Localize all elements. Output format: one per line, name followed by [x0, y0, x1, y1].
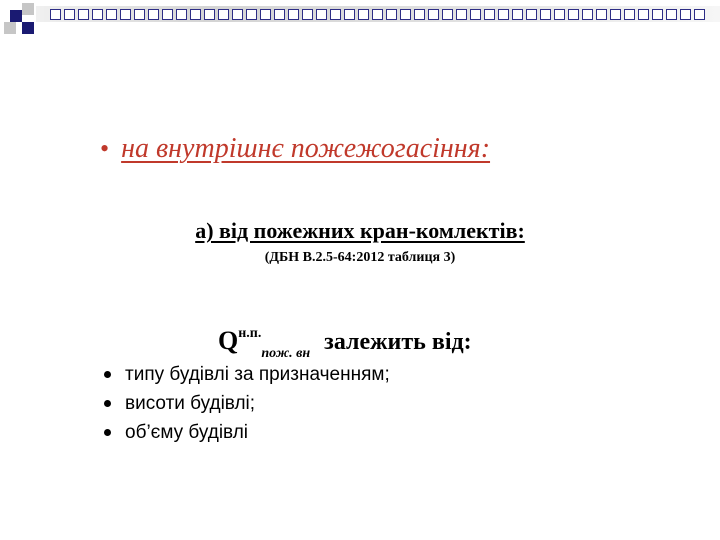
decor-square-outline	[162, 9, 173, 20]
decor-square	[22, 3, 34, 15]
formula-line	[218, 326, 472, 361]
decor-square-outline	[134, 9, 145, 20]
decor-square-outline	[302, 9, 313, 20]
formula-subscript: пож. вн	[261, 346, 311, 361]
bullet-icon: •	[100, 134, 110, 163]
decor-square-outline	[540, 9, 551, 20]
decor-square-outline	[680, 9, 691, 20]
decor-square	[4, 22, 16, 34]
decor-square-outline	[190, 9, 201, 20]
decor-square-outline	[498, 9, 509, 20]
decor-square-outline	[176, 9, 187, 20]
decor-square-outline	[414, 9, 425, 20]
main-bullet	[100, 133, 490, 165]
decor-square-outline	[344, 9, 355, 20]
decor-square-outline	[624, 9, 635, 20]
decor-square-outline	[50, 9, 61, 20]
main-bullet-text: на внутрішнє пожежогасіння:	[121, 133, 491, 164]
decor-square-outline	[330, 9, 341, 20]
decor-square-outline	[484, 9, 495, 20]
formula-superscript: н.п.	[238, 326, 262, 341]
list-item	[104, 389, 390, 418]
decor-square-outline	[554, 9, 565, 20]
sub-note: (ДБН В.2.5-64:2012 таблиця 3)	[264, 250, 456, 265]
decor-square-outline	[638, 9, 649, 20]
decor-square-outline	[456, 9, 467, 20]
decor-square-outline	[512, 9, 523, 20]
list-item-text: об’єму будівлі	[125, 422, 249, 443]
decor-square-outline	[288, 9, 299, 20]
list-item-text: висоти будівлі;	[125, 393, 256, 414]
decor-square-outline	[120, 9, 131, 20]
decor-square-outline	[64, 9, 75, 20]
decor-square-outline	[470, 9, 481, 20]
bullet-icon	[104, 400, 111, 407]
decor-square	[10, 10, 22, 22]
decor-square-outline	[232, 9, 243, 20]
decor-square-outline	[400, 9, 411, 20]
decor-square	[22, 22, 34, 34]
decor-square-outline	[148, 9, 159, 20]
bullet-icon	[104, 429, 111, 436]
decor-square-outline	[274, 9, 285, 20]
top-squares-row	[50, 9, 720, 21]
decor-square-outline	[582, 9, 593, 20]
sub-heading: а) від пожежних кран-комлектів:	[195, 218, 525, 243]
decor-square-outline	[204, 9, 215, 20]
decor-square-outline	[106, 9, 117, 20]
list-item	[104, 360, 390, 389]
decor-square-outline	[218, 9, 229, 20]
decor-square-outline	[526, 9, 537, 20]
decor-square-outline	[694, 9, 705, 20]
bullet-icon	[104, 371, 111, 378]
decor-square-outline	[92, 9, 103, 20]
list-item-text: типу будівлі за призначенням;	[125, 364, 390, 385]
decor-square-outline	[316, 9, 327, 20]
decor-square-outline	[568, 9, 579, 20]
decor-square-outline	[428, 9, 439, 20]
decor-square-outline	[260, 9, 271, 20]
list-item	[104, 418, 390, 447]
decor-square-outline	[246, 9, 257, 20]
decor-square-outline	[386, 9, 397, 20]
formula-symbol: Q	[218, 326, 239, 355]
decor-square-outline	[78, 9, 89, 20]
decor-square-outline	[666, 9, 677, 20]
decor-square-outline	[442, 9, 453, 20]
decor-square-outline	[610, 9, 621, 20]
dependency-list	[104, 360, 390, 447]
decor-square-outline	[358, 9, 369, 20]
decor-square-outline	[372, 9, 383, 20]
formula-depends-text: залежить від:	[324, 329, 472, 355]
decor-square-outline	[596, 9, 607, 20]
decor-square-outline	[652, 9, 663, 20]
